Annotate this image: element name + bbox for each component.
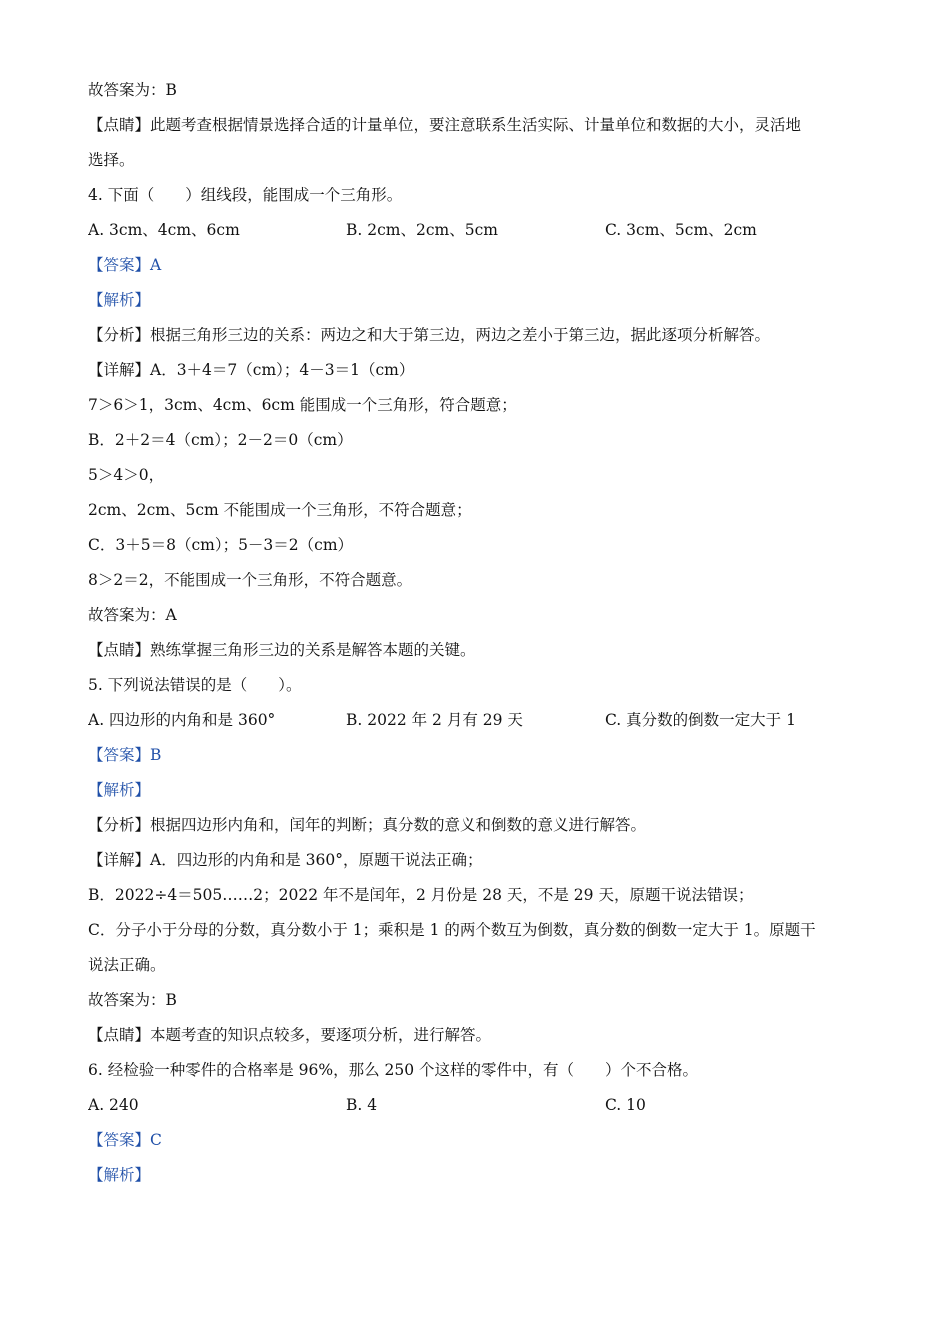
q5-stem: 5. 下列说法错误的是（ ）。	[88, 676, 302, 694]
document-body	[88, 78, 878, 1198]
q4-final-answer: 故答案为：A	[88, 606, 177, 624]
q6-option-a: A. 240	[88, 1096, 139, 1114]
q4-answer: 【答案】A	[88, 256, 162, 274]
q5-final-answer: 故答案为：B	[88, 991, 177, 1009]
q5-jiexi: 【解析】	[88, 781, 151, 799]
q5-detail-3: C．分子小于分母的分数，真分数小于 1；乘积是 1 的两个数互为倒数，真分数的倒数一定大于 1。原题干	[88, 921, 816, 939]
final-answer-q3: 故答案为：B	[88, 81, 177, 99]
q4-option-c: C. 3cm、5cm、2cm	[605, 221, 757, 239]
q5-option-c: C. 真分数的倒数一定大于 1	[605, 711, 796, 729]
q6-option-c: C. 10	[605, 1096, 646, 1114]
q4-detail-7: 8＞2＝2，不能围成一个三角形，不符合题意。	[88, 571, 413, 589]
q5-dianjing: 【点睛】本题考查的知识点较多，要逐项分析，进行解答。	[88, 1026, 492, 1044]
q4-detail-4: 5＞4＞0，	[88, 466, 165, 484]
q5-option-b: B. 2022 年 2 月有 29 天	[346, 711, 523, 729]
q5-answer: 【答案】B	[88, 746, 162, 764]
q5-option-a: A. 四边形的内角和是 360°	[88, 711, 276, 729]
q6-answer: 【答案】C	[88, 1131, 162, 1149]
dianjing-q3-cont: 选择。	[88, 151, 135, 169]
q4-jiexi: 【解析】	[88, 291, 151, 309]
q4-option-a: A. 3cm、4cm、6cm	[88, 221, 240, 239]
q5-fenxi: 【分析】根据四边形内角和，闰年的判断；真分数的意义和倒数的意义进行解答。	[88, 816, 647, 834]
q4-detail-3: B．2＋2＝4（cm）；2－2＝0（cm）	[88, 431, 353, 449]
q6-option-b: B. 4	[346, 1096, 378, 1114]
q4-dianjing: 【点睛】熟练掌握三角形三边的关系是解答本题的关键。	[88, 641, 476, 659]
q5-detail-2: B．2022÷4＝505……2；2022 年不是闰年，2 月份是 28 天，不是 29 天，原题干说法错误；	[88, 886, 754, 904]
q4-detail-5: 2cm、2cm、5cm 不能围成一个三角形，不符合题意；	[88, 501, 472, 519]
q4-fenxi: 【分析】根据三角形三边的关系：两边之和大于第三边，两边之差小于第三边，据此逐项分析解答。	[88, 326, 771, 344]
q4-detail-2: 7＞6＞1，3cm、4cm、6cm 能围成一个三角形，符合题意；	[88, 396, 517, 414]
dianjing-q3: 【点睛】此题考查根据情景选择合适的计量单位，要注意联系生活实际、计量单位和数据的大小，灵活地	[88, 116, 802, 134]
q4-detail-6: C．3＋5＝8（cm）；5－3＝2（cm）	[88, 536, 354, 554]
q5-options	[88, 708, 878, 743]
q4-stem: 4. 下面（ ）组线段，能围成一个三角形。	[88, 186, 403, 204]
q4-options	[88, 218, 878, 253]
q5-detail-4: 说法正确。	[88, 956, 166, 974]
q5-detail-1: 【详解】A．四边形的内角和是 360°，原题干说法正确；	[88, 851, 483, 869]
q4-option-b: B. 2cm、2cm、5cm	[346, 221, 498, 239]
q6-jiexi: 【解析】	[88, 1166, 151, 1184]
q4-detail-1: 【详解】A．3＋4＝7（cm）；4－3＝1（cm）	[88, 361, 415, 379]
q6-options	[88, 1093, 878, 1128]
q6-stem: 6. 经检验一种零件的合格率是 96%，那么 250 个这样的零件中，有（ ）个不合格。	[88, 1061, 699, 1079]
